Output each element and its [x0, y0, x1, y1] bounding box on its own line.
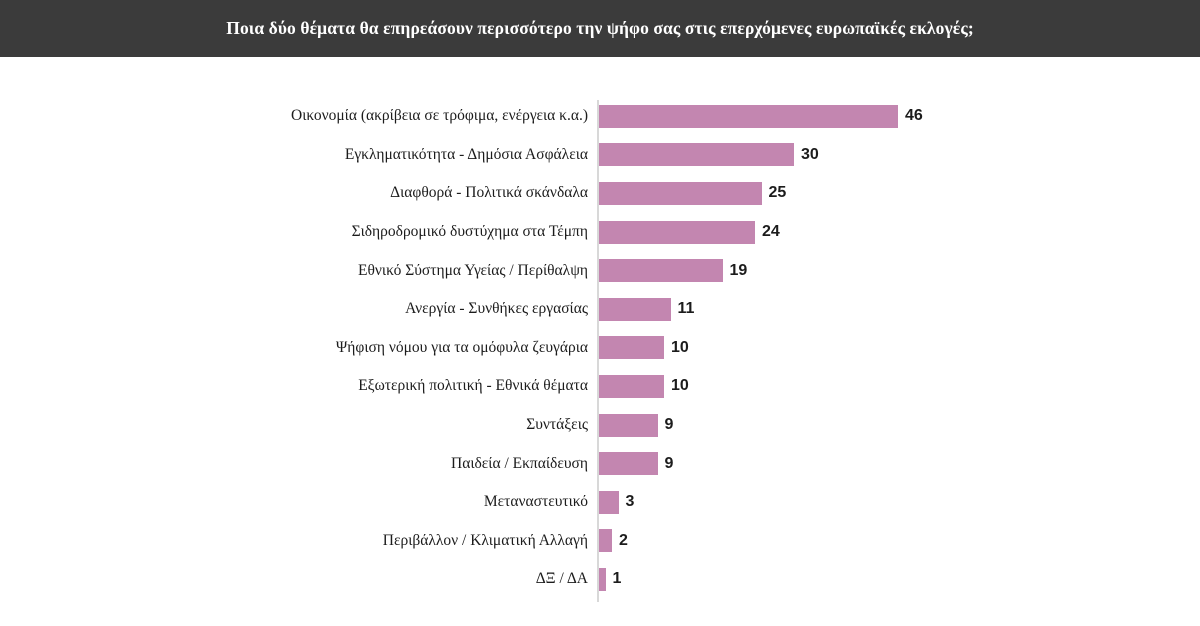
- bar-with-value: [599, 221, 780, 244]
- bar-row: [100, 213, 1120, 252]
- bar-value-label: 9: [664, 454, 674, 472]
- bar-chart-plot: [100, 97, 1120, 617]
- bar-with-value: [599, 452, 673, 475]
- bar-with-value: [599, 491, 634, 514]
- bar-with-value: [599, 182, 786, 205]
- page-title: Ποια δύο θέματα θα επηρεάσουν περισσότερο την ψήφο σας στις επερχόμενες ευρωπαϊκές εκλογές;: [226, 18, 974, 38]
- bar-value-label: 25: [768, 184, 787, 202]
- bar-category-label: Μεταναστευτικό: [483, 493, 588, 511]
- bar-with-value: [599, 298, 694, 321]
- bar-category-label: Ανεργία - Συνθήκες εργασίας: [405, 300, 588, 318]
- bar: [599, 259, 723, 282]
- bar-row: [100, 97, 1120, 136]
- bar-row: [100, 251, 1120, 290]
- bar-value-label: 24: [762, 223, 780, 241]
- bar-row: [100, 406, 1120, 445]
- bar-value-label: 9: [664, 416, 674, 434]
- bar-value-label: 1: [612, 570, 622, 588]
- bar-value-label: 11: [677, 300, 695, 318]
- bar-row: [100, 174, 1120, 213]
- bar-row: [100, 367, 1120, 406]
- bar: [599, 336, 664, 359]
- bar: [599, 182, 762, 205]
- bar-with-value: [599, 375, 689, 398]
- bar-row: [100, 560, 1120, 599]
- bar: [599, 143, 794, 166]
- bar-category-label: Διαφθορά - Πολιτικά σκάνδαλα: [390, 184, 588, 202]
- bar-row: [100, 522, 1120, 561]
- bar-category-label: Εξωτερική πολιτική - Εθνικά θέματα: [358, 377, 588, 395]
- bar-value-label: 10: [671, 338, 689, 356]
- bar: [599, 568, 606, 591]
- bar: [599, 529, 612, 552]
- bar: [599, 375, 664, 398]
- bar-category-label: Οικονομία (ακρίβεια σε τρόφιμα, ενέργεια κ.α.): [291, 107, 588, 125]
- bar: [599, 491, 619, 514]
- bar-category-label: Περιβάλλον / Κλιματική Αλλαγή: [382, 531, 588, 549]
- bar-rows: [100, 97, 1120, 599]
- bar: [599, 414, 658, 437]
- chart-title-bar: [0, 0, 1200, 57]
- bar-value-label: 3: [625, 493, 635, 511]
- bar-row: [100, 483, 1120, 522]
- chart-area: [0, 57, 1200, 626]
- bar-with-value: [599, 336, 689, 359]
- bar-category-label: Εθνικό Σύστημα Υγείας / Περίθαλψη: [358, 261, 588, 279]
- bar-value-label: 2: [619, 531, 628, 549]
- bar-category-label: ΔΞ / ΔΑ: [535, 570, 588, 588]
- bar-row: [100, 329, 1120, 368]
- bar: [599, 105, 898, 128]
- bar-category-label: Σιδηροδρομικό δυστύχημα στα Τέμπη: [351, 223, 588, 241]
- bar-category-label: Παιδεία / Εκπαίδευση: [451, 454, 588, 472]
- bar-with-value: [599, 143, 819, 166]
- bar-with-value: [599, 105, 923, 128]
- bar-row: [100, 136, 1120, 175]
- bar-with-value: [599, 414, 673, 437]
- bar: [599, 221, 755, 244]
- bar-row: [100, 290, 1120, 329]
- bar-category-label: Συντάξεις: [526, 416, 588, 434]
- bar-with-value: [599, 568, 621, 591]
- bar-value-label: 19: [729, 261, 748, 279]
- bar-row: [100, 444, 1120, 483]
- bar-with-value: [599, 259, 747, 282]
- bar-category-label: Ψήφιση νόμου για τα ομόφυλα ζευγάρια: [335, 338, 588, 356]
- bar-value-label: 30: [801, 145, 819, 163]
- bar-value-label: 10: [671, 377, 689, 395]
- bar: [599, 452, 658, 475]
- bar: [599, 298, 671, 321]
- bar-value-label: 46: [905, 107, 923, 125]
- bar-category-label: Εγκληματικότητα - Δημόσια Ασφάλεια: [344, 145, 588, 163]
- bar-with-value: [599, 529, 628, 552]
